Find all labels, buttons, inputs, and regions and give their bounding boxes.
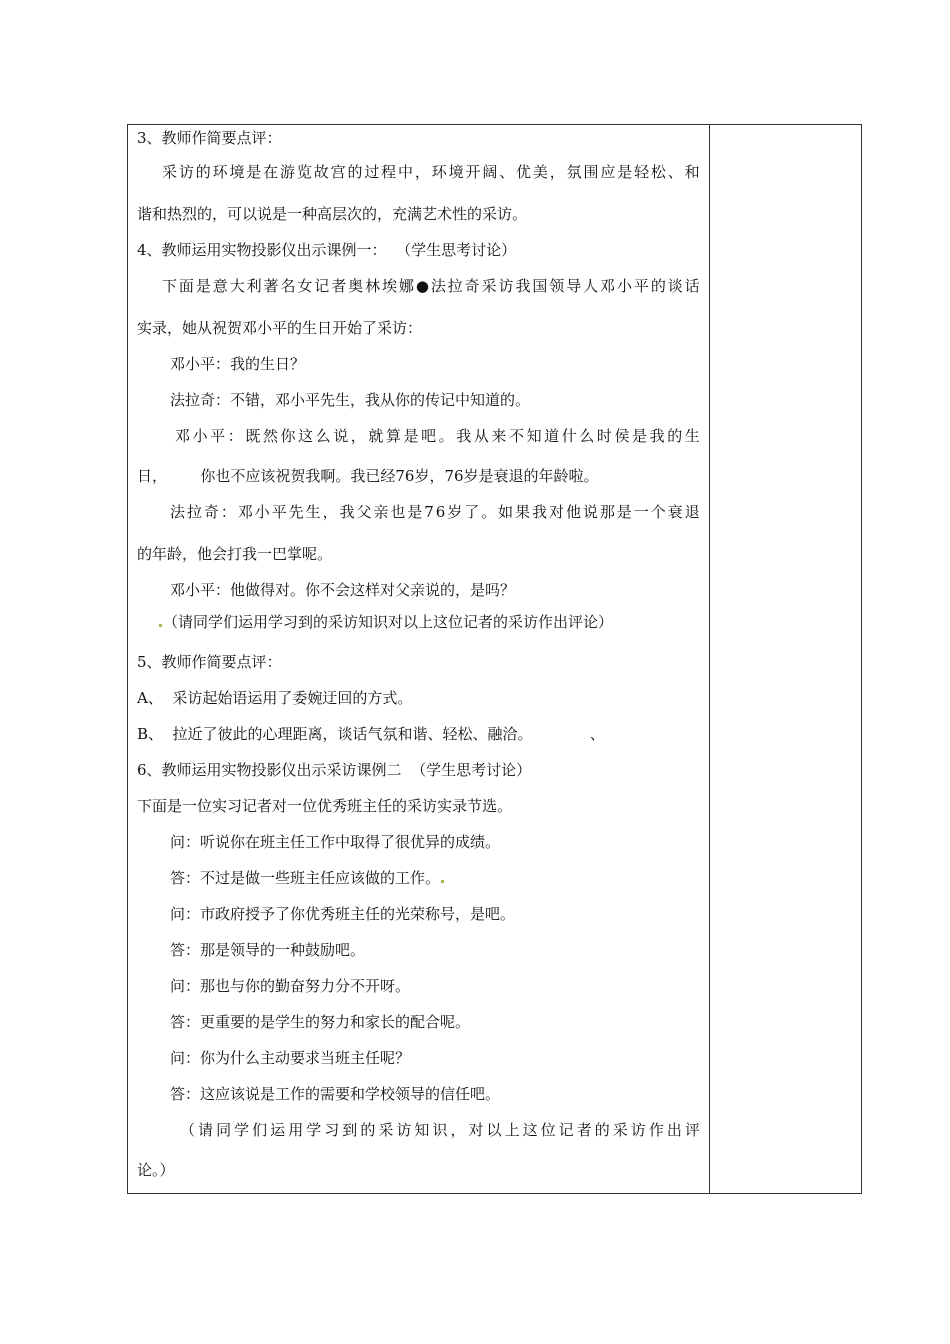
paragraph-line: 下面是一位实习记者对一位优秀班主任的采访实录节选。 bbox=[137, 797, 513, 815]
section-5-heading: 5、教师作简要点评： bbox=[137, 653, 282, 671]
interview-question: 问：听说你在班主任工作中取得了很优异的成绩。 bbox=[170, 833, 501, 851]
discussion-prompt: 论。） bbox=[137, 1161, 175, 1179]
dialogue-line: 法 拉 奇 ： 邓 小 平 先 生 ， 我 父 亲 也 是 7 6 岁 了 。 如 果 我 对 他 说 那 是 一 个 衰 退 bbox=[170, 503, 700, 521]
section-6-heading: 6、教师运用实物投影仪出示采访课例二 （学生思考讨论） bbox=[137, 761, 532, 779]
dialogue-line: 邓 小 平 ： 既 然 你 这 么 说 ， 就 算 是 吧 。 我 从 来 不 知 道 什 么 时 侯 是 我 的 生 bbox=[175, 427, 700, 445]
interview-question: 问：那也与你的勤奋努力分不开呀。 bbox=[170, 977, 411, 995]
interview-question: 问：你为什么主动要求当班主任呢？ bbox=[170, 1049, 411, 1067]
interview-answer: 答：这应该说是工作的需要和学校领导的信任吧。 bbox=[170, 1085, 501, 1103]
paragraph-line: 下 面 是 意 大 利 著 名 女 记 者 奥 林 埃 娜 ● 法 拉 奇 采 访 我 国 领 导 人 邓 小 平 的 谈 话 bbox=[162, 277, 700, 295]
section-4-heading: 4、教师运用实物投影仪出示课例一： （学生思考讨论） bbox=[137, 241, 517, 259]
dialogue-line: 邓小平：他做得对。你不会这样对父亲说的，是吗？ bbox=[170, 581, 516, 599]
section-3-heading: 3、教师作简要点评： bbox=[137, 129, 282, 147]
paragraph-line: 采 访 的 环 境 是 在 游 览 故 宫 的 过 程 中 ， 环 境 开 阔 、 优 美 ， 氛 围 应 是 轻 松 、 和 bbox=[162, 163, 700, 181]
discussion-prompt: （请同学们运用学习到的采访知识对以上这位记者的采访作出评论） bbox=[158, 612, 613, 632]
dialogue-line: 日， 你也不应该祝贺我啊。我已经76岁，76岁是衰退的年龄啦。 bbox=[137, 467, 599, 485]
interview-question: 问：市政府授予了你优秀班主任的光荣称号，是吧。 bbox=[170, 905, 516, 923]
paragraph-line: 谐和热烈的，可以说是一种高层次的，充满艺术性的采访。 bbox=[137, 205, 528, 223]
marker-dot bbox=[159, 624, 162, 627]
paragraph-line: 实录，她从祝贺邓小平的生日开始了采访： bbox=[137, 319, 423, 337]
dialogue-line: 法拉奇：不错，邓小平先生，我从你的传记中知道的。 bbox=[170, 391, 531, 409]
point-a: A、 采访起始语运用了委婉迂回的方式。 bbox=[137, 689, 413, 707]
marker-dot bbox=[441, 880, 444, 883]
interview-answer: 答：那是领导的一种鼓励吧。 bbox=[170, 941, 366, 959]
discussion-prompt: （ 请 同 学 们 运 用 学 习 到 的 采 访 知 识 ， 对 以 上 这 位 记 者 的 采 访 作 出 评 bbox=[180, 1121, 700, 1139]
interview-answer: 答：更重要的是学生的努力和家长的配合呢。 bbox=[170, 1013, 471, 1031]
dialogue-line: 的年龄，他会打我一巴掌呢。 bbox=[137, 545, 333, 563]
dialogue-line: 邓小平：我的生日？ bbox=[170, 355, 306, 373]
table-column-divider bbox=[709, 124, 710, 1194]
point-b: B、 拉近了彼此的心理距离，谈话气氛和谐、轻松、融洽。 、 bbox=[137, 725, 605, 743]
interview-answer: 答：不过是做一些班主任应该做的工作。 bbox=[170, 868, 445, 888]
